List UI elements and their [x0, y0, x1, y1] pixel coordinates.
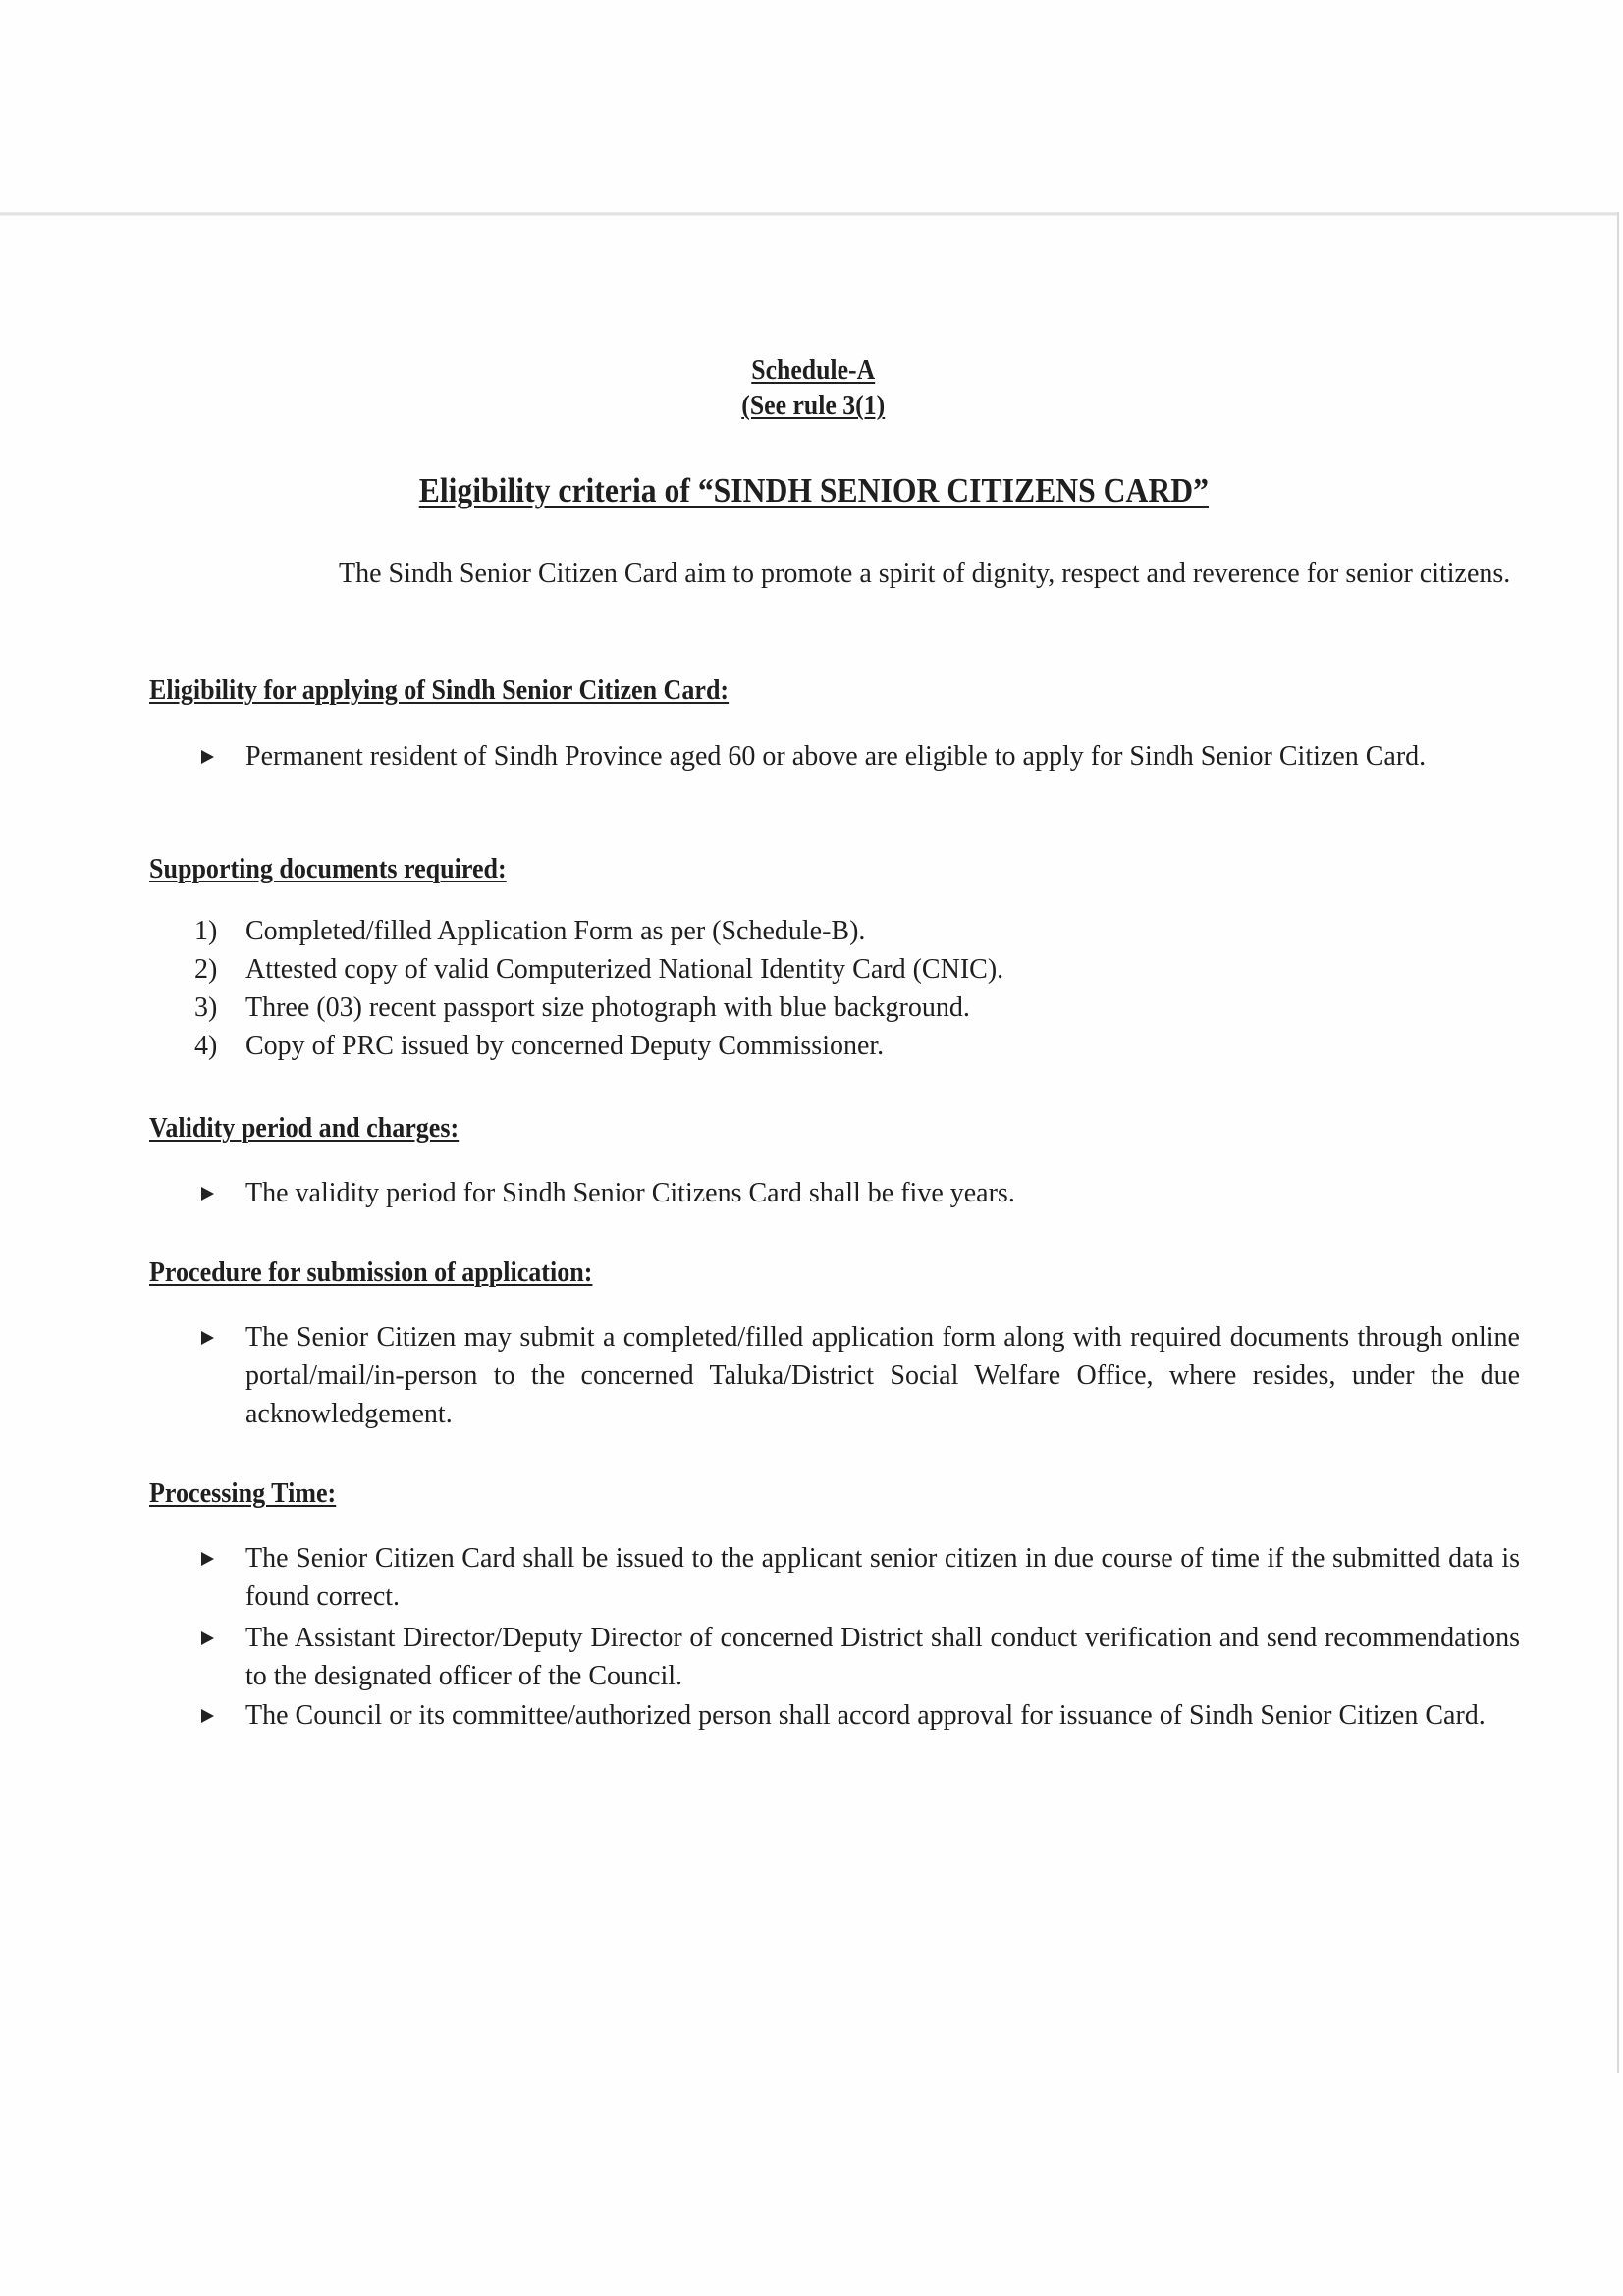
section-heading: Eligibility for applying of Sindh Senior Citizen Card:: [149, 675, 730, 706]
list-item-text: Copy of PRC issued by concerned Deputy Commissioner.: [245, 1031, 885, 1061]
intro-text: The Sindh Senior Citizen Card aim to promote a spirit of dignity, respect and reverence for senior citizens.: [339, 559, 1511, 589]
numbered-item: [191, 950, 1520, 988]
page-right-border: [1617, 212, 1619, 2073]
item-number: 1): [194, 916, 218, 946]
section-heading: Procedure for submission of application:: [149, 1257, 593, 1288]
document-title: Eligibility criteria of “SINDH SENIOR CITIZENS CARD”: [418, 471, 1209, 509]
numbered-item: [191, 912, 1520, 950]
arrow-bullet-icon: [191, 1318, 241, 1357]
list-item-text: The Assistant Director/Deputy Director of concerned District shall conduct verification and send recommendations to the designated officer of the Council.: [245, 1623, 1520, 1691]
list-item: [191, 737, 1520, 775]
item-number: 3): [194, 992, 218, 1023]
list-item-text: Completed/filled Application Form as per (Schedule-B).: [245, 916, 866, 946]
arrow-bullet-icon: [191, 1619, 241, 1657]
list-item-text: Three (03) recent passport size photograph with blue background.: [245, 992, 970, 1023]
list-item: [191, 1696, 1520, 1735]
item-number: 2): [194, 954, 218, 985]
arrow-bullet-icon: [191, 1539, 241, 1577]
section-heading: Supporting documents required:: [149, 854, 507, 884]
arrow-bullet-icon: [191, 1174, 241, 1212]
arrow-bullet-icon: [191, 1696, 241, 1735]
list-item: [191, 1318, 1520, 1433]
list-item-text: The Senior Citizen Card shall be issued to the applicant senior citizen in due course of time if the submitted data is found correct.: [245, 1543, 1520, 1612]
list-item-text: Attested copy of valid Computerized National Identity Card (CNIC).: [245, 954, 1004, 985]
list-item: [191, 1174, 1520, 1212]
item-number: 4): [194, 1031, 218, 1061]
numbered-item: [191, 988, 1520, 1027]
arrow-bullet-icon: [191, 737, 241, 775]
list-item-text: The validity period for Sindh Senior Citizens Card shall be five years.: [245, 1178, 1015, 1208]
section-heading: Processing Time:: [149, 1478, 337, 1509]
page-top-border: [0, 212, 1618, 216]
list-item: [191, 1539, 1520, 1616]
section-heading: Validity period and charges:: [149, 1113, 460, 1144]
numbered-item: [191, 1027, 1520, 1065]
list-item-text: Permanent resident of Sindh Province aged 60 or above are eligible to apply for Sindh Senior Citizen Card.: [245, 741, 1427, 772]
list-item: [191, 1619, 1520, 1695]
schedule-label: Schedule-A: [751, 355, 876, 386]
intro-paragraph: [149, 555, 1520, 593]
list-item-text: The Council or its committee/authorized person shall accord approval for issuance of Sindh Senior Citizen Card.: [245, 1700, 1486, 1731]
list-item-text: The Senior Citizen may submit a completed/filled application form along with required documents through online portal/mail/in-person to the concerned Taluka/District Social Welfare Office, where resides, under the due acknowledgement.: [245, 1322, 1520, 1429]
rule-reference: (See rule 3(1): [741, 391, 886, 421]
